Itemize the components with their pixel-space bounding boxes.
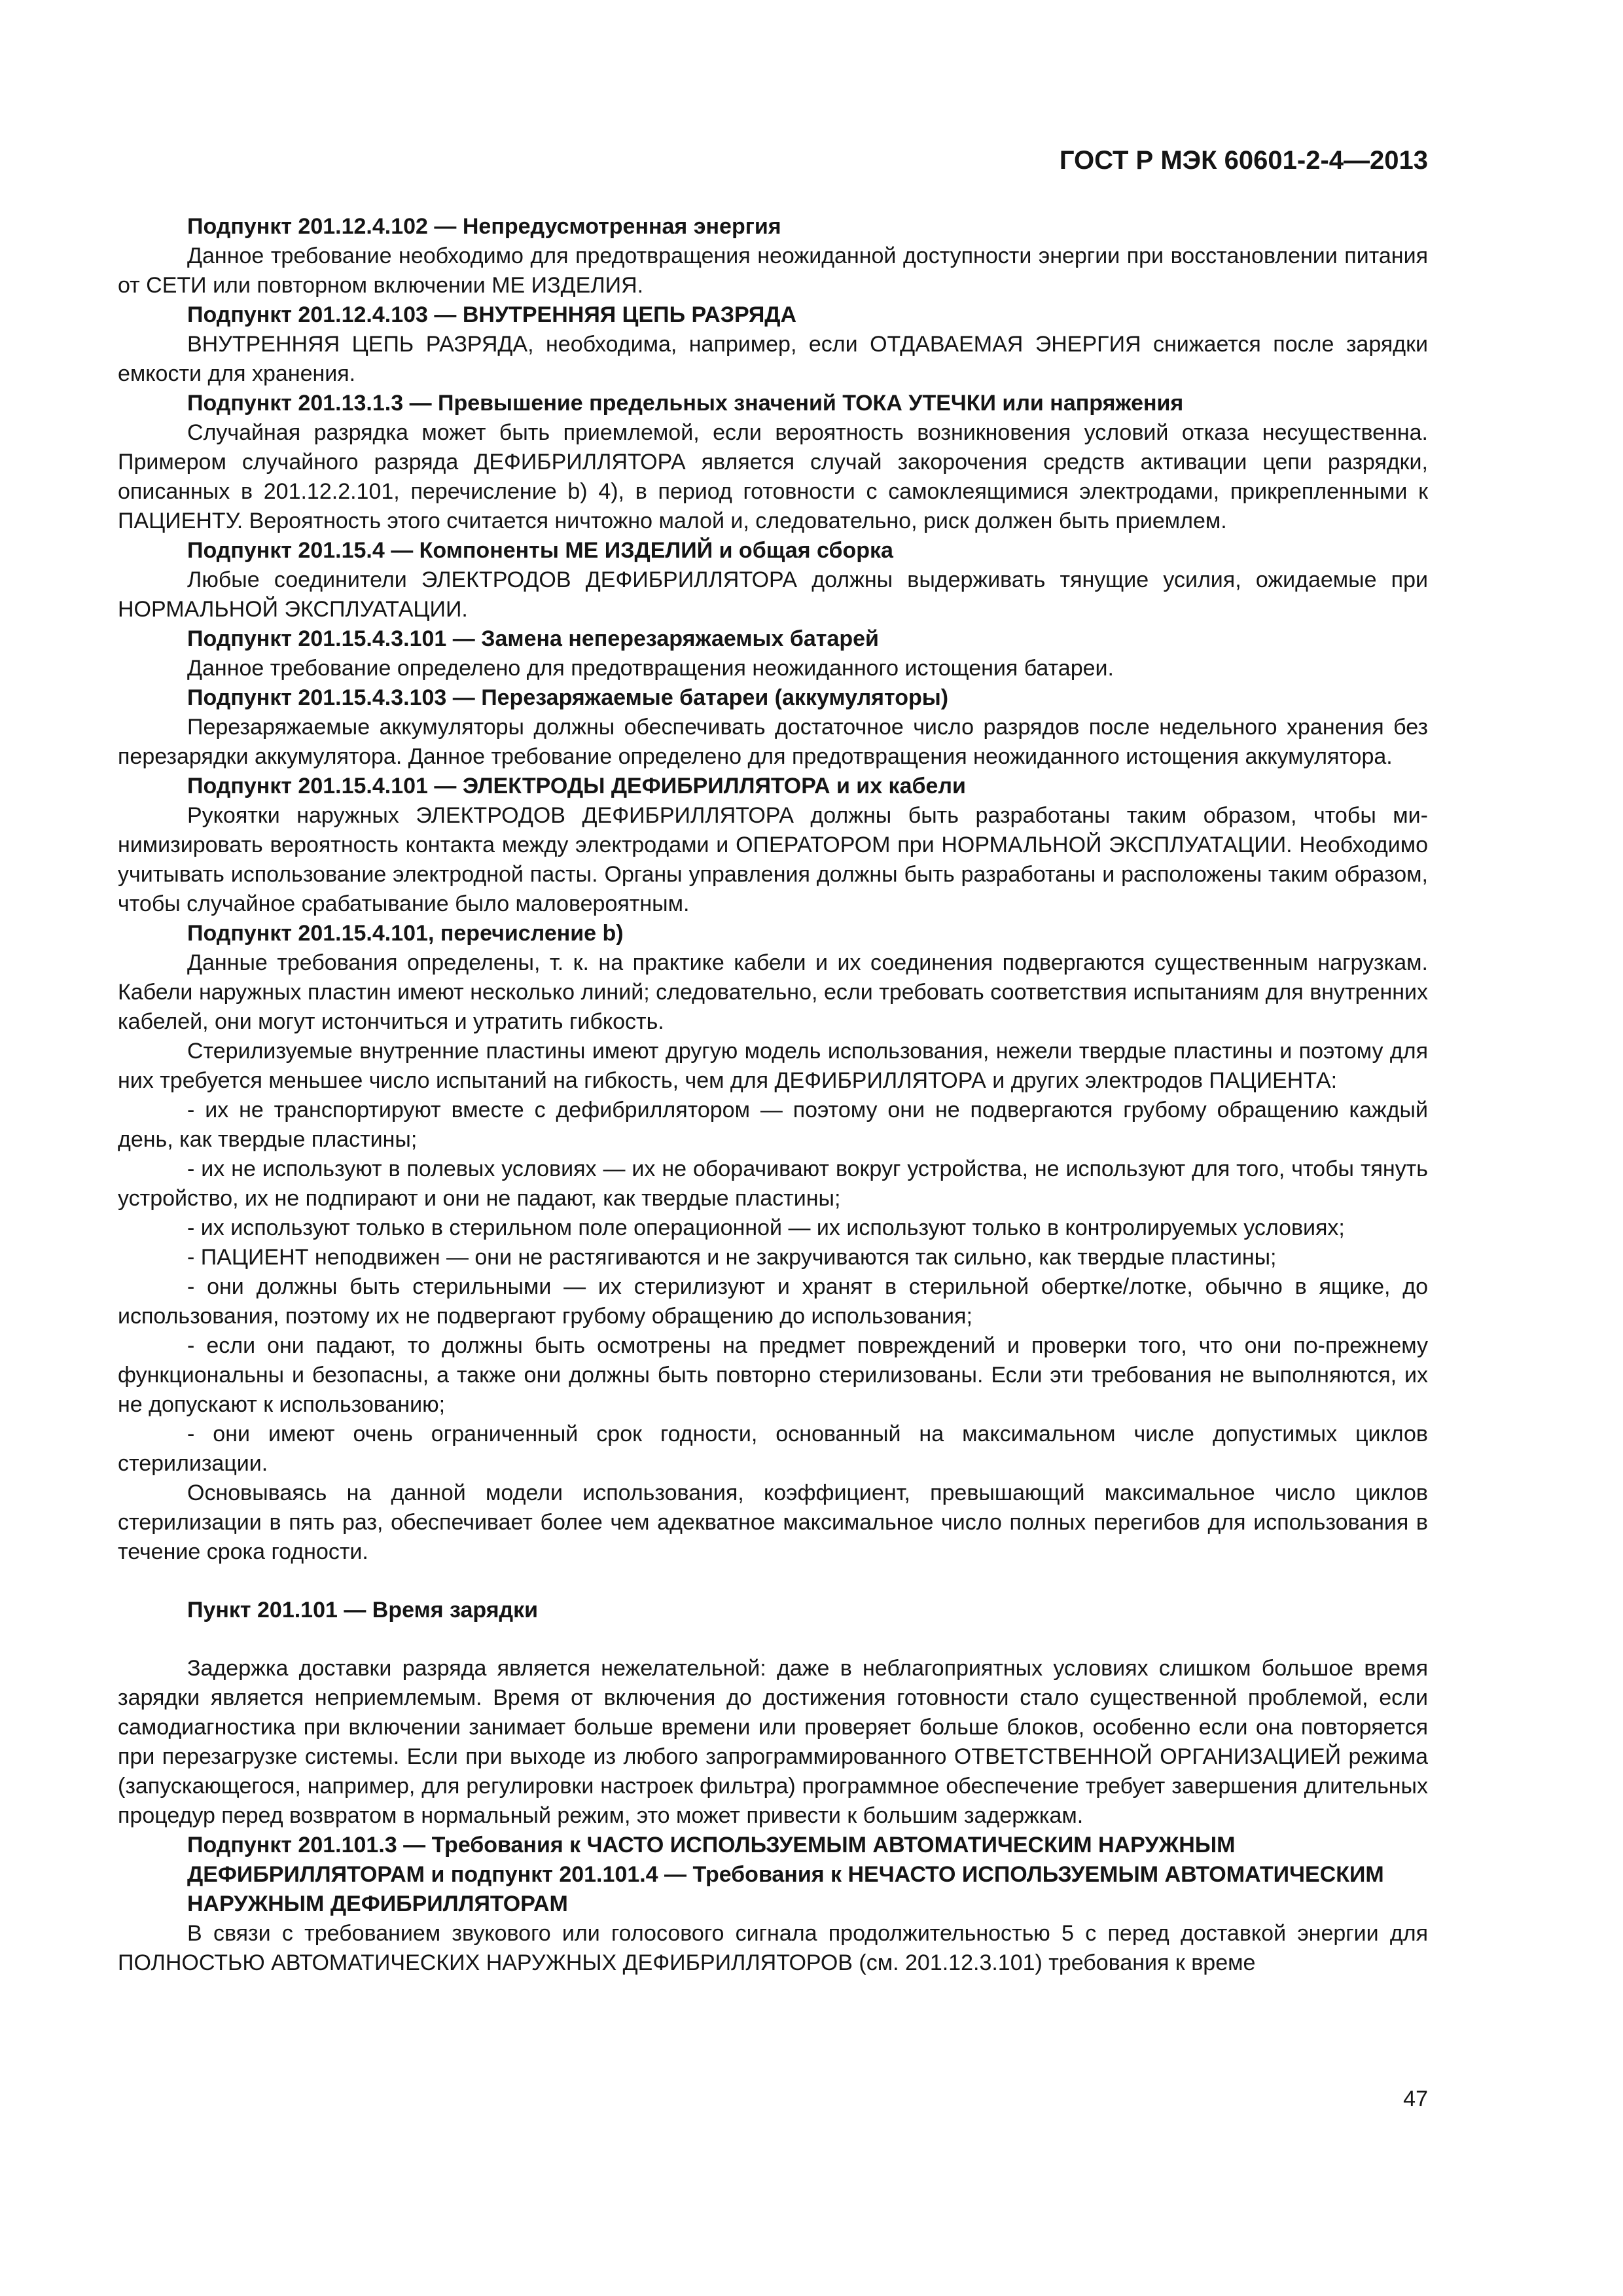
paragraph: Любые соединители ЭЛЕКТРОДОВ ДЕФИБРИЛЛЯТОРА должны выдерживать тянущие усилия, ожидаемые при НОРМАЛЬНОЙ ЭКСПЛУАТАЦИИ.: [118, 567, 1428, 622]
list-item: - они имеют очень ограниченный срок годности, основанный на максимальном числе допустимых циклов стерилизации.: [118, 1422, 1428, 1476]
document-header: ГОСТ Р МЭК 60601-2-4—2013: [1059, 146, 1428, 175]
section-heading: Подпункт 201.15.4 — Компоненты МЕ ИЗДЕЛИЙ и общая сборка: [187, 538, 893, 563]
list-item: - их не используют в полевых условиях — их не оборачивают вокруг устройства, не используют для того, чтобы тянуть устройство, их не подпирают и они не падают, как твердые пластины;: [118, 1157, 1428, 1211]
section-heading: Подпункт 201.13.1.3 — Превышение предельных значений ТОКА УТЕЧКИ или напряжения: [187, 391, 1184, 416]
page-number: 47: [1403, 2087, 1428, 2111]
section-heading: Подпункт 201.12.4.102 — Непредусмотренная энергия: [187, 214, 781, 239]
clause-heading: Пункт 201.101 — Время зарядки: [187, 1598, 539, 1623]
paragraph: Данные требования определены, т. к. на практике кабели и их соединения подвергаются существенным нагрузкам. Кабели наружных пластин имеют несколько линий; следовательно, если требовать соответствия испытаниям для внутренних кабелей, они могут истончиться и утратить гибкость.: [118, 950, 1428, 1034]
paragraph: Данное требование определено для предотвращения неожиданного истощения батареи.: [187, 656, 1114, 681]
section-heading: Подпункт 201.15.4.101, перечисление b): [187, 921, 624, 946]
paragraph: Перезаряжаемые аккумуляторы должны обеспечивать достаточное число разрядов после недельного хранения без перезарядки аккумулятора. Данное требование определено для предотвращения неожиданного истощения аккумулятора.: [118, 715, 1428, 769]
paragraph: Основываясь на данной модели использования, коэффициент, превышающий максимальное число циклов стерилизации в пять раз, обеспечивает более чем адекватное максимальное число полных перегибов для использования в течение срока годности.: [118, 1480, 1428, 1564]
paragraph: Стерилизуемые внутренние пластины имеют другую модель использования, нежели твердые пластины и поэтому для них требуется меньшее число испытаний на гибкость, чем для ДЕФИБРИЛЛЯТОРА и других электродов ПАЦИЕНТА:: [118, 1039, 1428, 1093]
paragraph: Данное требование необходимо для предотвращения неожиданной доступности энергии при восстановлении питания от СЕТИ или повторном включении МЕ ИЗДЕЛИЯ.: [118, 243, 1428, 298]
paragraph: Задержка доставки разряда является нежелательной: даже в неблагоприятных условиях слишком большое время зарядки является неприемлемым. Время от включения до достижения готовности стало существенной проблемой, если самодиагностика при включении занимает больше времени или проверяет больше блоков, особенно если она повторяется при перезагрузке системы. Если при выходе из любого запрограммированного ОТВЕТСТВЕННОЙ ОРГАНИЗАЦИЕЙ режима (запускающегося, например, для регулировки настроек фильтра) программное обеспечение требует завершения длительных процедур перед возвратом в нормальный режим, это может привести к большим задержкам.: [118, 1656, 1428, 1828]
list-item: - ПАЦИЕНТ неподвижен — они не растягиваются и не закручиваются так сильно, как твердые пластины;: [187, 1245, 1277, 1270]
list-item: - их используют только в стерильном поле операционной — их используют только в контролируемых условиях;: [187, 1215, 1345, 1240]
paragraph: Случайная разрядка может быть приемлемой, если вероятность возникновения условий отказа несущественна. Примером случайного разряда ДЕФИБРИЛЛЯТОРА является случай закорочения средств активации цепи разрядки, описанных в 201.12.2.101, перечисление b) 4), в период готовности с самоклеящимися электродами, прикрепленными к ПАЦИЕНТУ. Вероятность этого считается ничтожно малой и, следовательно, риск должен быть приемлем.: [118, 420, 1428, 533]
list-item: - если они падают, то должны быть осмотрены на предмет повреждений и проверки того, что они по-прежнему функциональны и безопасны, а также они должны быть повторно стерилизованы. Если эти требования не выполняются, их не допускают к использованию;: [118, 1333, 1428, 1417]
paragraph: Рукоятки наружных ЭЛЕКТРОДОВ ДЕФИБРИЛЛЯТОРА должны быть разработаны таким образом, чтобы минимизировать вероятность контакта между электродами и ОПЕРАТОРОМ при НОРМАЛЬНОЙ ЭКСПЛУАТАЦИИ. Необходимо учитывать использование электродной пасты. Органы управления должны быть разработаны и расположены таким образом, чтобы случайное срабатывание было маловероятным.: [118, 803, 1428, 916]
section-heading: Подпункт 201.12.4.103 — ВНУТРЕННЯЯ ЦЕПЬ РАЗРЯДА: [187, 302, 797, 327]
section-heading: Подпункт 201.101.3 — Требования к ЧАСТО ИСПОЛЬЗУЕМЫМ АВТОМАТИЧЕСКИМ НАРУЖНЫМ ДЕФИБРИЛЛЯТОРАМ и подпункт 201.101.4 — Требования к НЕЧАСТО ИСПОЛЬЗУЕМЫМ АВТОМАТИЧЕСКИМ НАРУЖНЫМ ДЕФИБРИЛЛЯТОРАМ: [187, 1833, 1384, 1916]
paragraph: В связи с требованием звукового или голосового сигнала продолжительностью 5 с перед доставкой энергии для ПОЛНОСТЬЮ АВТОМАТИЧЕСКИХ НАРУЖНЫХ ДЕФИБРИЛЛЯТОРОВ (см. 201.12.3.101) требования к време: [118, 1921, 1428, 1975]
section-heading: Подпункт 201.15.4.3.103 — Перезаряжаемые батареи (аккумуляторы): [187, 685, 949, 710]
section-heading: Подпункт 201.15.4.3.101 — Замена неперезаряжаемых батарей: [187, 626, 879, 651]
paragraph: ВНУТРЕННЯЯ ЦЕПЬ РАЗРЯДА, необходима, например, если ОТДАВАЕМАЯ ЭНЕРГИЯ снижается после зарядки емкости для хранения.: [118, 332, 1428, 386]
section-heading: Подпункт 201.15.4.101 — ЭЛЕКТРОДЫ ДЕФИБРИЛЛЯТОРА и их кабели: [187, 774, 966, 798]
document-page: [118, 144, 1428, 1978]
list-item: - они должны быть стерильными — их стерилизуют и хранят в стерильной обертке/лотке, обычно в ящике, до использования, поэтому их не подвергают грубому обращению до использования;: [118, 1274, 1428, 1329]
list-item: - их не транспортируют вместе с дефибриллятором — поэтому они не подвергаются грубому обращению каждый день, как твердые пластины;: [118, 1098, 1428, 1152]
